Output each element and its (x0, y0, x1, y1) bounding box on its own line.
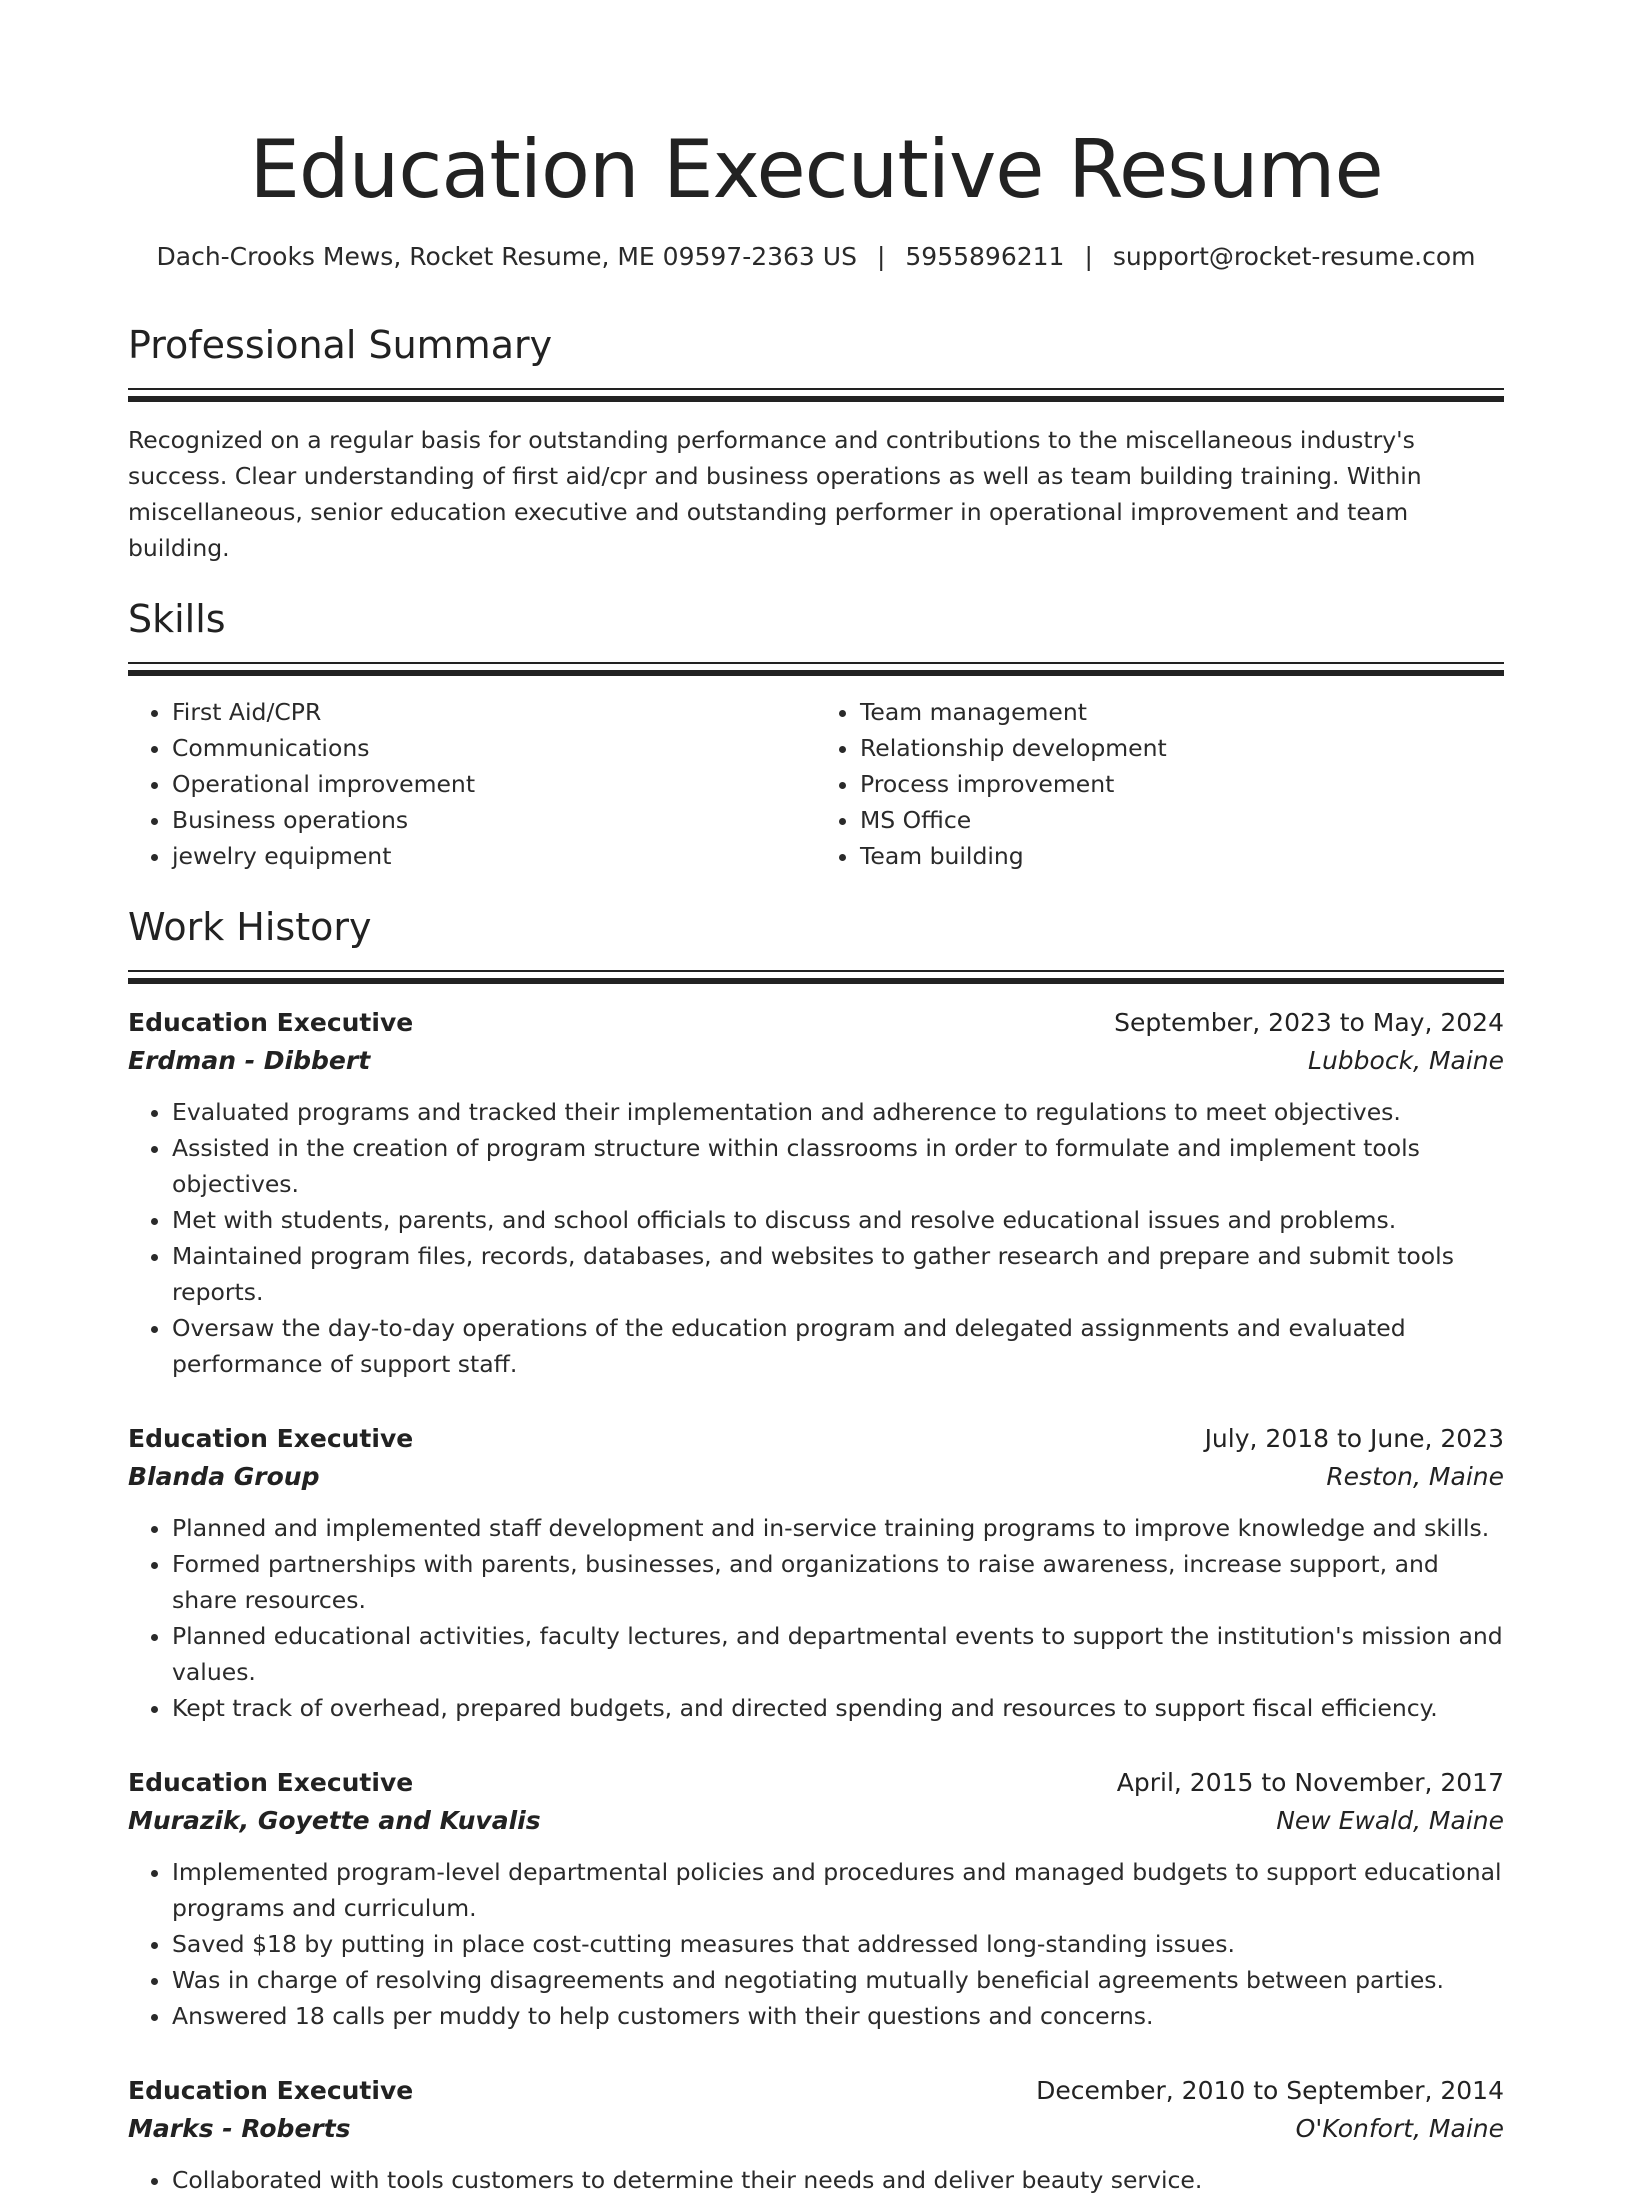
summary-text: Recognized on a regular basis for outstanding performance and contributions to the miscellaneous industry's success. Clear understanding of first aid/cpr and business operations as well as team building training. Within miscellaneous, senior education executive and outstanding performer in operational improvement and team building. (128, 426, 1422, 562)
job-location: O'Konfort, Maine (1295, 2114, 1504, 2143)
duty-item: • Saved $18 by putting in place cost-cutting measures that addressed long-standing issues. (172, 1926, 1504, 1962)
job-dates: September, 2023 to May, 2024 (1114, 1008, 1504, 1037)
job-title: Education Executive (128, 1768, 414, 1797)
skill-item: • Communications (172, 730, 816, 766)
job-company: Murazik, Goyette and Kuvalis (128, 1806, 541, 1835)
job-entry (128, 1004, 1504, 1382)
duty-item: • Answered 18 calls per muddy to help customers with their questions and concerns. (172, 1998, 1504, 2034)
duty-item: • Evaluated programs and tracked their implementation and adherence to regulations to meet objectives. (172, 1094, 1504, 1130)
skill-item: • Process improvement (860, 766, 1504, 802)
job-entry (128, 2072, 1504, 2198)
job-location: Lubbock, Maine (1308, 1046, 1504, 1075)
skill-item: • Business operations (172, 802, 816, 838)
job-title: Education Executive (128, 2076, 414, 2105)
job-dates: April, 2015 to November, 2017 (1116, 1768, 1504, 1797)
resume-title: Education Executive Resume (249, 123, 1383, 216)
job-dates: July, 2018 to June, 2023 (1204, 1424, 1504, 1453)
skill-item: • Operational improvement (172, 766, 816, 802)
contact-phone: 5955896211 (905, 242, 1065, 271)
work-history-section (128, 904, 1504, 2198)
skill-item: • Team management (860, 694, 1504, 730)
duty-item: • Collaborated with tools customers to determine their needs and deliver beauty service. (172, 2162, 1504, 2198)
job-duties (128, 1510, 1504, 1726)
job-duties (128, 2162, 1504, 2198)
duty-item: • Met with students, parents, and school officials to discuss and resolve educational issues and problems. (172, 1202, 1504, 1238)
skills-column-left (128, 694, 816, 874)
skill-item: • First Aid/CPR (172, 694, 816, 730)
section-heading: Skills (128, 597, 226, 641)
duty-item: • Maintained program files, records, databases, and websites to gather research and prepare and submit tools reports. (172, 1238, 1504, 1310)
job-duties (128, 1854, 1504, 2034)
duty-item: • Assisted in the creation of program structure within classrooms in order to formulate and implement tools objectives. (172, 1130, 1504, 1202)
skills-section (128, 596, 1504, 874)
section-heading: Work History (128, 905, 372, 949)
skill-item: • jewelry equipment (172, 838, 816, 874)
contact-line (128, 240, 1504, 274)
duty-item: • Formed partnerships with parents, businesses, and organizations to raise awareness, increase support, and share resources. (172, 1546, 1504, 1618)
job-title: Education Executive (128, 1424, 414, 1453)
section-divider (128, 970, 1504, 984)
skill-item: • Team building (860, 838, 1504, 874)
section-divider (128, 388, 1504, 402)
job-entry (128, 1420, 1504, 1726)
job-company: Blanda Group (128, 1462, 320, 1491)
duty-item: • Oversaw the day-to-day operations of the education program and delegated assignments and evaluated performance of support staff. (172, 1310, 1504, 1382)
resume-page (128, 120, 1504, 2198)
job-location: Reston, Maine (1326, 1462, 1504, 1491)
contact-separator: | (876, 242, 886, 271)
duty-item: • Kept track of overhead, prepared budgets, and directed spending and resources to support fiscal efficiency. (172, 1690, 1504, 1726)
skill-item: • MS Office (860, 802, 1504, 838)
job-dates: December, 2010 to September, 2014 (1036, 2076, 1504, 2105)
contact-email: support@rocket-resume.com (1112, 242, 1476, 271)
skill-item: • Relationship development (860, 730, 1504, 766)
duty-item: • Was in charge of resolving disagreements and negotiating mutually beneficial agreements between parties. (172, 1962, 1504, 1998)
job-company: Erdman - Dibbert (128, 1046, 371, 1075)
contact-separator: | (1084, 242, 1093, 271)
job-location: New Ewald, Maine (1276, 1806, 1504, 1835)
professional-summary-section (128, 322, 1504, 566)
job-duties (128, 1094, 1504, 1382)
job-entry (128, 1764, 1504, 2034)
job-company: Marks - Roberts (128, 2114, 351, 2143)
duty-item: • Planned educational activities, faculty lectures, and departmental events to support the institution's mission and values. (172, 1618, 1504, 1690)
contact-address: Dach-Crooks Mews, Rocket Resume, ME 09597-2363 US (156, 242, 857, 271)
duty-item: • Implemented program-level departmental policies and procedures and managed budgets to support educational programs and curriculum. (172, 1854, 1504, 1926)
skills-list (128, 694, 1504, 874)
job-title: Education Executive (128, 1008, 414, 1037)
duty-item: • Planned and implemented staff development and in-service training programs to improve knowledge and skills. (172, 1510, 1504, 1546)
section-divider (128, 662, 1504, 676)
skills-column-right (816, 694, 1504, 874)
section-heading: Professional Summary (128, 323, 553, 367)
